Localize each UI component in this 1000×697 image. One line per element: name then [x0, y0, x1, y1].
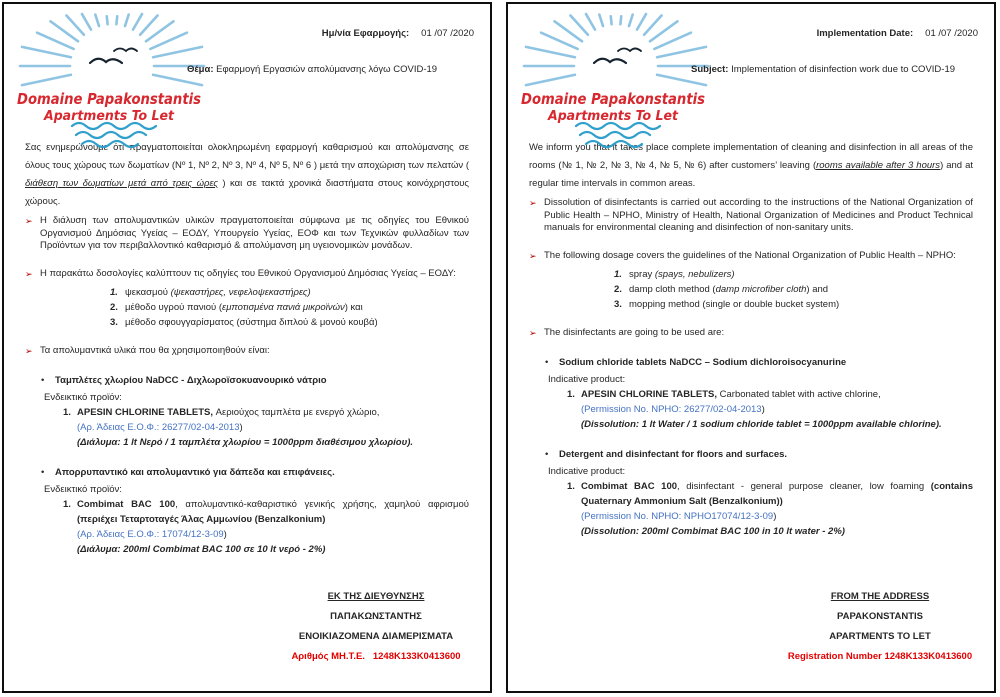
english-page	[506, 2, 996, 693]
permission-close: )	[239, 421, 243, 433]
intro-text: We inform you that it takes place complete implementation of cleaning and disinfection in all areas of the rooms (№ 1, № 2, № 3, № 4, № 5, № 6) after customers’ leaving (	[529, 142, 973, 171]
intro-text: Σας ενημερώνουμε ότι πραγματοποιείται ολοκληρωμένη εφαρμογή καθαρισμού και απολύμανσης σε όλους τους χώρους των δωματίων (Nº 1, Nº 2, Nº 3, Nº 4, Nº 5, Nº 6 ) μετά την αποχώριση των πελατών (	[25, 142, 469, 171]
date-line	[817, 28, 978, 39]
permission-line	[581, 402, 973, 417]
dissolution-line: (Dissolution: 1 lt Water / 1 sodium chloride tablet = 1000ppm available chlorine).	[581, 418, 942, 430]
arrow-bullet-icon: ➢	[529, 328, 537, 338]
method-number: 1.	[614, 269, 622, 280]
indicative-label: Indicative product:	[548, 465, 626, 477]
product-number: 1.	[567, 388, 575, 400]
arrow-item-text: The following dosage covers the guidelines of the National Organization of Public Health – NPHO:	[544, 249, 956, 261]
product-section-tablets	[25, 374, 469, 450]
intro-emphasis: διάθεση των δωματίων μετά από τρεις ώρες	[25, 178, 218, 189]
arrow-item-dissolution	[25, 215, 469, 253]
permission-number: (Permission No. NPHO: NPHO17074/12-3-09	[581, 510, 774, 522]
dissolution-line: (Διάλυμα: 1 lt Νερό / 1 ταμπλέτα χλωρίου = 1000ppm διαθέσιμου χλωρίου).	[77, 436, 414, 448]
logo-title: Domaine Papakonstantis	[521, 90, 706, 108]
subject-text: Εφαρμογή Εργασιών απολύμανσης λόγω COVID-19	[216, 64, 438, 75]
method-text: ψεκασμού	[125, 287, 171, 298]
document-body	[4, 139, 490, 557]
product-description	[77, 497, 469, 527]
product-section-detergent	[529, 448, 973, 539]
signature-heading: ΕΚ ΤΗΣ ΔΙΕΥΘΥΝΣΗΣ	[327, 591, 425, 602]
subject-text: Implementation of disinfection work due to COVID-19	[731, 64, 956, 75]
product-desc: , disinfectant - general purpose cleaner, low foaming	[677, 480, 931, 492]
method-text-end: ) and	[806, 284, 829, 295]
registration-number: Registration Number 1248K133K0413600	[787, 651, 973, 662]
dissolution-line: (Διάλυμα: 200ml Combimat BAC 100 σε 10 lt νερό - 2%)	[77, 543, 326, 555]
arrow-bullet-icon: ➢	[25, 268, 33, 279]
product-name: Combimat BAC 100	[581, 480, 678, 492]
arrow-item-text: The disinfectants are going to be used are:	[544, 327, 725, 338]
logo-subtitle: Apartments To Let	[43, 109, 175, 124]
method-text: μέθοδο σφουγγαρίσματος (σύστημα διπλού & μονού κουβά)	[125, 317, 378, 328]
permission-line	[77, 420, 469, 435]
method-item	[110, 285, 469, 300]
method-number: 2.	[614, 284, 622, 295]
product-number: 1.	[567, 480, 575, 492]
permission-close: )	[773, 510, 777, 522]
permission-line	[581, 509, 973, 524]
subject-line	[187, 64, 482, 75]
product-name: APESIN CHLORINE TABLETS,	[77, 406, 213, 418]
arrow-item-dosage	[25, 268, 469, 281]
method-text-italic: (spays, nebulizers)	[654, 269, 735, 280]
product-heading: Ταμπλέτες χλωρίου NaDCC - Διχλωροϊσοκυανουρικό νάτριο	[55, 374, 327, 386]
arrow-item-text: Dissolution of disinfectants is carried out according to the instructions of the National Organization of Public Health – NPHO, Ministry of Health, National Organization of Medicines and Product Technical manuals for environmental cleaning and disinfection of non-sanitary units.	[544, 197, 973, 233]
methods-list	[110, 285, 469, 330]
product-heading: Απορρυπαντικό και απολυμαντικό για δάπεδα και επιφάνειες.	[55, 466, 335, 478]
product-number: 1.	[63, 498, 71, 510]
bullet-dot-icon: •	[41, 374, 45, 386]
product-section-tablets	[529, 356, 973, 432]
signature-heading: FROM THE ADDRESS	[830, 591, 930, 602]
method-item	[614, 282, 973, 297]
header	[4, 4, 490, 132]
product-desc-bold: (περιέχει Τεταρτοταγές Άλας Αμμωνίου (Benzalkonium)	[77, 513, 326, 525]
bullet-dot-icon: •	[545, 448, 549, 460]
registration-number: Αριθμός ΜΗ.Τ.Ε. 1248K133K0413600	[291, 651, 461, 662]
method-text: μέθοδο υγρού πανιού (	[125, 302, 223, 313]
date-value: 01 /07 /2020	[925, 28, 978, 39]
intro-text-end: ) και σε τακτά χρονικά διαστήματα στους κοινόχρηστους χώρους.	[25, 178, 470, 207]
arrow-item-text: Τα απολυμαντικά υλικά που θα χρησιμοποιηθούν είναι:	[40, 345, 270, 356]
date-value: 01 /07 /2020	[421, 28, 474, 39]
intro-paragraph	[25, 139, 469, 211]
method-text: damp cloth method (	[629, 284, 716, 295]
greek-page	[2, 2, 492, 693]
method-text-italic: damp microfiber cloth	[715, 284, 807, 295]
arrow-item-dissolution	[529, 197, 973, 235]
method-text-end: ) και	[344, 302, 363, 313]
product-name: APESIN CHLORINE TABLETS,	[581, 388, 717, 400]
bullet-dot-icon: •	[545, 356, 549, 368]
method-number: 3.	[110, 317, 118, 328]
method-item	[614, 297, 973, 312]
product-number: 1.	[63, 406, 71, 418]
method-number: 3.	[614, 299, 622, 310]
method-text-italic: (ψεκαστήρες, νεφελοψεκαστήρες)	[170, 287, 311, 298]
method-text: mopping method (single or double bucket system)	[629, 299, 840, 310]
subject-label: Subject:	[691, 64, 729, 75]
methods-list	[614, 267, 973, 312]
product-desc: Carbonated tablet with active chlorine,	[717, 388, 881, 400]
signature-block	[760, 587, 996, 667]
indicative-label: Ενδεικτικό προϊόν:	[44, 483, 122, 495]
intro-text-end: ) and at regular time intervals in common areas.	[529, 160, 973, 189]
product-description	[77, 405, 469, 420]
method-number: 1.	[110, 287, 118, 298]
signature-block	[256, 587, 492, 667]
date-label: Implementation Date:	[816, 28, 914, 39]
method-number: 2.	[110, 302, 118, 313]
arrow-bullet-icon: ➢	[25, 216, 33, 226]
intro-emphasis: rooms available after 3 hours	[816, 160, 941, 171]
subject-label: Θέμα:	[187, 64, 214, 75]
signature-company: ΕΝΟΙΚΙΑΖΟΜΕΝΑ ΔΙΑΜΕΡΙΣΜΑΤΑ	[298, 631, 454, 642]
arrow-item-disinfectants	[529, 327, 973, 340]
dissolution-line: (Dissolution: 200ml Combimat BAC 100 in 10 lt water - 2%)	[581, 525, 845, 537]
permission-close: )	[761, 403, 765, 415]
date-line	[322, 28, 474, 39]
permission-line	[77, 527, 469, 542]
signature-name: ΠΑΠΑΚΩΝΣΤΑΝΤΗΣ	[330, 611, 422, 622]
header	[508, 4, 994, 132]
arrow-item-disinfectants	[25, 345, 469, 358]
method-item	[110, 315, 469, 330]
permission-number: (Αρ. Άδειας Ε.Ο.Φ.: 26277/02-04-2013	[77, 421, 240, 433]
method-item	[614, 267, 973, 282]
signature-company: APARTMENTS TO LET	[829, 631, 931, 642]
logo-subtitle: Apartments To Let	[547, 109, 679, 124]
indicative-label: Indicative product:	[548, 373, 626, 385]
method-text: spray	[629, 269, 655, 280]
logo-title: Domaine Papakonstantis	[17, 90, 202, 108]
indicative-label: Ενδεικτικό προϊόν:	[44, 391, 122, 403]
date-label: Ημ/νία Εφαρμογής:	[321, 28, 410, 39]
arrow-bullet-icon: ➢	[529, 198, 537, 208]
permission-close: )	[223, 528, 227, 540]
product-desc: , απολυμαντικό-καθαριστικό γενικής χρήσης, χαμηλού αφρισμού	[175, 498, 469, 510]
signature-name: PAPAKONSTANTIS	[836, 611, 924, 622]
arrow-item-text: Η παρακάτω δοσολογίες καλύπτουν τις οδηγίες του Εθνικού Οργανισμού Δημόσιας Υγείας – ΕΟΔΥ:	[40, 267, 456, 279]
permission-number: (Αρ. Άδειας Ε.Ο.Φ.: 17074/12-3-09	[77, 528, 224, 540]
arrow-bullet-icon: ➢	[25, 346, 33, 356]
bullet-dot-icon: •	[41, 466, 45, 478]
arrow-item-text: Η διάλυση των απολυμαντικών υλικών πραγματοποιείται σύμφωνα με τις οδηγίες του Εθνικού Οργανισμού Δημόσιας Υγείας – ΕΟΔΥ, Υπουργείο Υγείας, ΕΟΦ και των Τεχνικών φυλλαδίων των Προϊόντων για τον περιβαλλοντικό καθαρισμό & απολύμανση μη υγειονομικών μονάδων.	[40, 215, 469, 251]
product-heading: Sodium chloride tablets NaDCC – Sodium dichloroisocyanurine	[559, 356, 847, 368]
document-body	[508, 139, 994, 539]
product-section-detergent	[25, 466, 469, 557]
product-description	[581, 387, 973, 402]
product-desc-bold: (contains Quaternary Ammonium Salt (Benzalkonium))	[581, 480, 973, 507]
arrow-item-dosage	[529, 250, 973, 263]
product-description	[581, 479, 973, 509]
product-desc: Αεριούχος ταμπλέτα με ενεργό χλώριο,	[213, 406, 380, 418]
permission-number: (Permission No. NPHO: 26277/02-04-2013	[581, 403, 762, 415]
product-heading: Detergent and disinfectant for floors and surfaces.	[559, 448, 788, 460]
method-text-italic: εμποτισμένα πανιά μικροϊνών	[222, 302, 345, 313]
arrow-bullet-icon: ➢	[529, 250, 537, 261]
method-item	[110, 300, 469, 315]
product-name: Combimat BAC 100	[77, 498, 176, 510]
subject-line	[691, 64, 986, 75]
